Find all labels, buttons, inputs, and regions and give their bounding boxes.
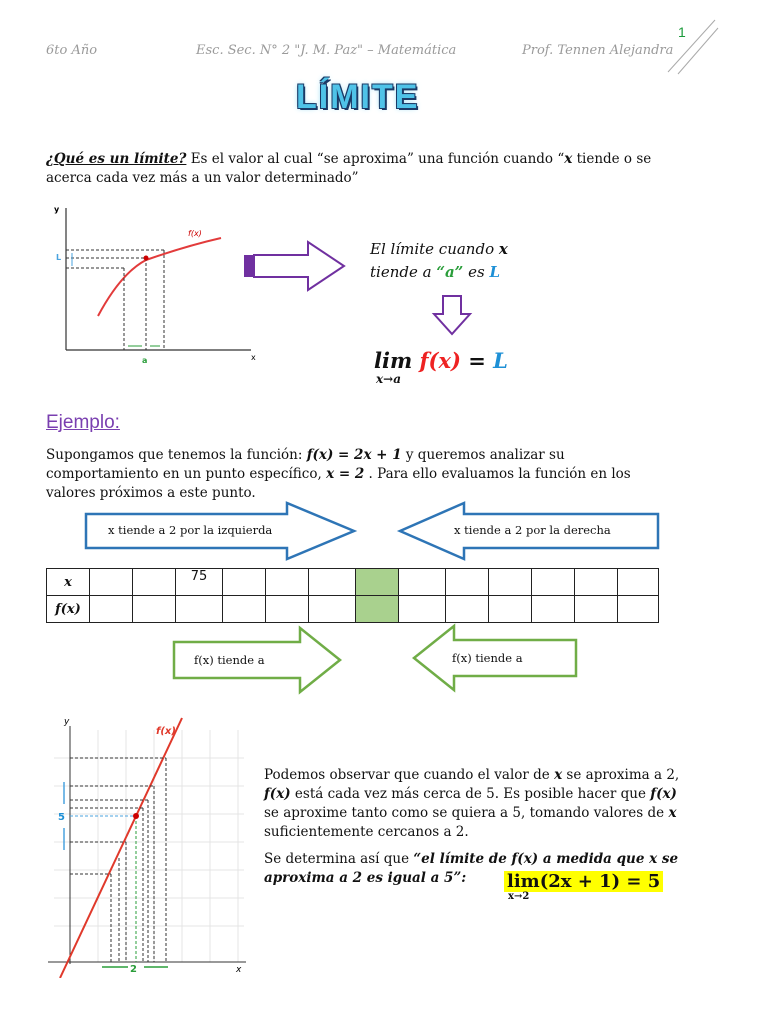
example-p1b: y queremos analizar su: [401, 447, 565, 463]
table-cell: [489, 596, 532, 623]
definition-text-2: tiende o se: [572, 151, 652, 167]
limit-formula: [374, 348, 508, 373]
example-heading: Ejemplo:: [46, 412, 120, 433]
grade-label: 6to Año: [46, 43, 98, 58]
explanation-line2: tiende a: [370, 263, 437, 281]
definition-paragraph: [46, 150, 736, 188]
bottom-graph-func-label: f(x): [156, 726, 176, 737]
table-cell-highlight: [356, 596, 399, 623]
purple-down-arrow-icon: [430, 294, 474, 338]
bottom-graph-two-label: 2: [130, 964, 137, 975]
top-graph-a-label: a: [142, 356, 148, 365]
teacher-label: Prof. Tennen Alejandra: [522, 43, 674, 58]
table-cell: [489, 569, 532, 596]
top-graph-func-label: f(x): [188, 229, 202, 238]
formula-L: L: [493, 348, 508, 373]
conclusion-fx2: f(x): [650, 786, 677, 802]
conclusion-quote-2: aproxima a 2 es igual a 5”:: [264, 870, 467, 886]
top-graph-L-label: L: [56, 253, 62, 262]
final-limit-formula: lim(2x + 1) = 5: [504, 871, 663, 892]
explanation-x: x: [498, 240, 508, 258]
conclusion-p1b: se aproxima a 2,: [562, 767, 680, 783]
table-cell: [223, 596, 266, 623]
table-cell: [90, 596, 133, 623]
definition-text-1: Es el valor al cual “se aproxima” una función cuando “: [186, 151, 565, 167]
table-cell: [266, 569, 309, 596]
example-function: f(x) = 2x + 1: [306, 447, 402, 463]
explanation-L: L: [489, 263, 500, 281]
table-row-fx: [47, 596, 659, 623]
explanation-es: es: [463, 263, 490, 281]
conclusion-p1a: Podemos observar que cuando el valor de: [264, 767, 555, 783]
top-graph-y-label: y: [54, 205, 60, 214]
table-cell: [176, 596, 223, 623]
bottom-graph-x-label: x: [236, 965, 242, 975]
table-cell: [575, 569, 618, 596]
left-fx-label: f(x) tiende a: [194, 653, 265, 667]
top-graph-x-label: x: [251, 353, 256, 362]
limit-graph: [46, 198, 268, 370]
table-cell-highlight: [356, 569, 399, 596]
school-label: Esc. Sec. N° 2 "J. M. Paz" – Matemática: [196, 43, 457, 58]
limit-explanation: [370, 238, 508, 284]
table-cell-value: 75: [176, 569, 223, 596]
table-cell: [133, 569, 176, 596]
row-header-x: x: [47, 569, 90, 596]
conclusion-p5a: Se determina así que: [264, 851, 414, 867]
linear-function-graph: [44, 712, 254, 978]
definition-var: x: [564, 151, 573, 167]
table-cell: [446, 596, 489, 623]
conclusion-fx: f(x): [264, 786, 291, 802]
conclusion-paragraph: [264, 766, 724, 842]
definition-text-3: acerca cada vez más a un valor determinado”: [46, 170, 359, 186]
table-cell: [618, 596, 659, 623]
table-cell: [532, 596, 575, 623]
table-cell: [266, 596, 309, 623]
table-cell: [309, 596, 356, 623]
right-fx-label: f(x) tiende a: [452, 651, 523, 665]
purple-right-arrow-icon: [240, 238, 350, 294]
formula-lim: lim: [374, 348, 413, 373]
bottom-graph-five-label: 5: [58, 812, 65, 823]
example-p2a: comportamiento en un punto específico,: [46, 466, 327, 482]
page-number: 1: [678, 24, 686, 40]
final-formula-subscript: x→2: [508, 891, 530, 902]
explanation-line1: El límite cuando: [370, 240, 499, 258]
table-cell: [223, 569, 266, 596]
conclusion-p3: se aproxime tanto como se quiera a 5, tomando valores de: [264, 805, 669, 821]
bottom-graph-y-label: y: [64, 717, 70, 727]
example-point: x = 2: [326, 466, 365, 482]
table-row-x: [47, 569, 659, 596]
example-p3: valores próximos a este punto.: [46, 485, 256, 501]
table-cell: [399, 569, 446, 596]
corner-lines-decoration: [660, 18, 720, 78]
right-approach-label: x tiende a 2 por la derecha: [454, 523, 611, 537]
table-cell: [133, 596, 176, 623]
formula-eq: =: [460, 348, 494, 373]
conclusion-quote-1: “el límite de f(x) a medida que x se: [413, 851, 679, 867]
example-p2b: . Para ello evaluamos la función en los: [364, 466, 631, 482]
conclusion-x2: x: [668, 805, 677, 821]
conclusion-p2b: está cada vez más cerca de 5. Es posible hacer que: [290, 786, 651, 802]
left-approach-label: x tiende a 2 por la izquierda: [108, 523, 273, 537]
table-cell: [575, 596, 618, 623]
conclusion-x: x: [554, 767, 563, 783]
explanation-a-value: “a”: [436, 263, 464, 281]
conclusion-p4: suficientemente cercanos a 2.: [264, 824, 469, 840]
formula-f: f: [419, 348, 429, 373]
page-title: LÍMITE: [296, 78, 420, 116]
example-paragraph: [46, 446, 736, 503]
row-header-fx: f(x): [47, 596, 90, 623]
definition-question: ¿Qué es un límite?: [46, 151, 187, 167]
formula-arg: (x): [428, 348, 461, 373]
table-cell: [309, 569, 356, 596]
table-cell: [446, 569, 489, 596]
table-cell: [399, 596, 446, 623]
values-table: [46, 568, 659, 623]
table-cell: [532, 569, 575, 596]
example-p1a: Supongamos que tenemos la función:: [46, 447, 307, 463]
table-cell: [618, 569, 659, 596]
formula-subscript: x→a: [376, 372, 401, 386]
table-cell: [90, 569, 133, 596]
